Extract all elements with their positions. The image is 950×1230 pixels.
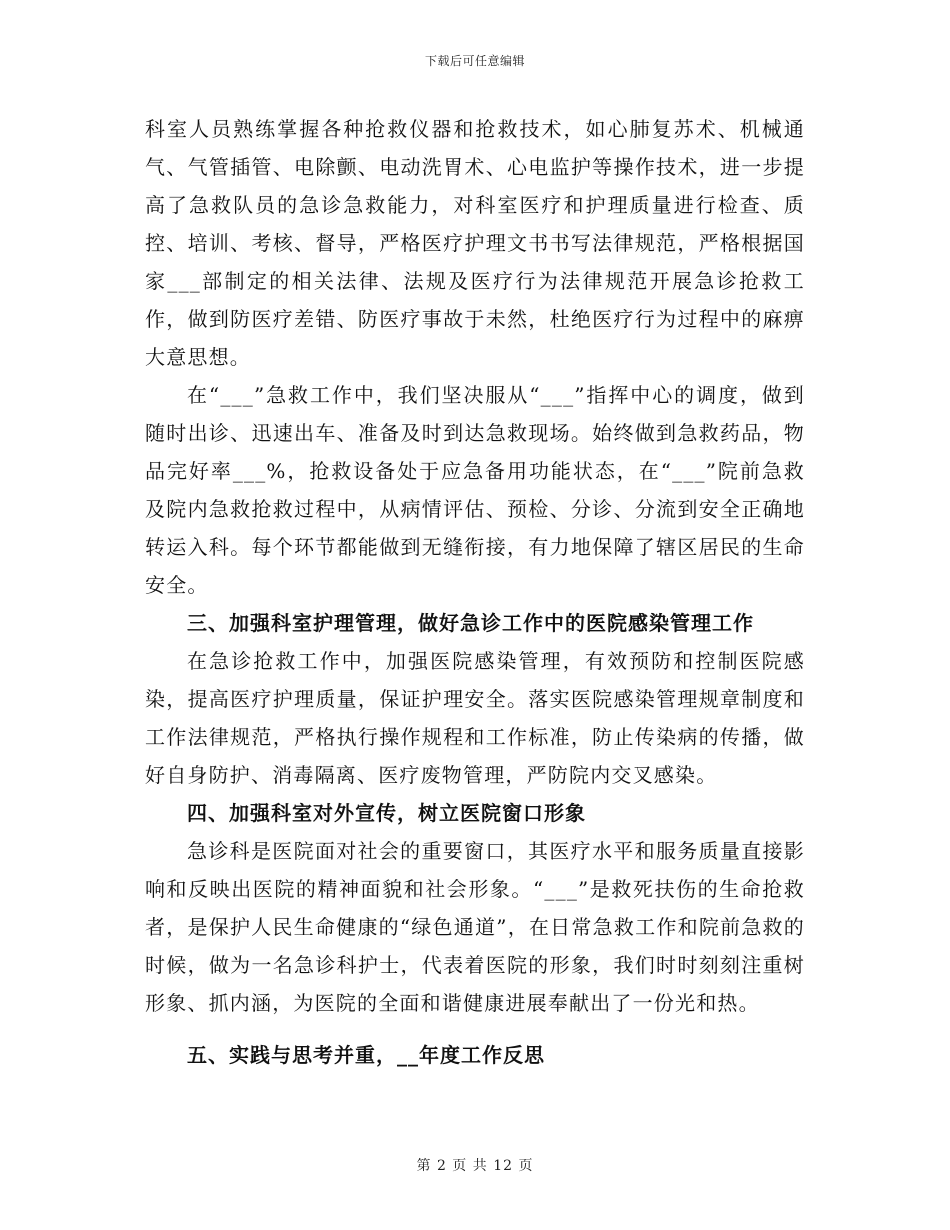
paragraph-1: 科室人员熟练掌握各种抢救仪器和抢救技术，如心肺复苏术、机械通气、气管插管、电除颤、电动洗胃术、心电监护等操作技术，进一步提高了急救队员的急诊急救能力，对科室医疗和护理质量进行检查、质控、培训、考核、督导，严格医疗护理文书书写法律规范，严格根据国家___部制定的相关法律、法规及医疗行为法律规范开展急诊抢救工作，做到防医疗差错、防医疗事故于未然，杜绝医疗行为过程中的麻痹大意思想。 (145, 117, 805, 369)
paragraph-3: 在急诊抢救工作中，加强医院感染管理，有效预防和控制医院感染，提高医疗护理质量，保证护理安全。落实医院感染管理规章制度和工作法律规范，严格执行操作规程和工作标准，防止传染病的传播，做好自身防护、消毒隔离、医疗废物管理，严防院内交叉感染。 (145, 649, 805, 787)
section-heading-3: 三、加强科室护理管理，做好急诊工作中的医院感染管理工作 (187, 611, 754, 635)
page-number: 第 2 页 共 12 页 (416, 1158, 534, 1174)
paragraph-2: 在“___”急救工作中，我们坚决服从“___”指挥中心的调度，做到随时出诊、迅速出车、准备及时到达急救现场。始终做到急救药品，物品完好率___%，抢救设备处于应急备用功能状态，在“___”院前急救及院内急救抢救过程中，从病情评估、预检、分诊、分流到安全正确地转运入科。每个环节都能做到无缝衔接，有力地保障了辖区居民的生命安全。 (145, 383, 805, 597)
section-heading-4: 四、加强科室对外宣传，树立医院窗口形象 (187, 801, 586, 825)
paragraph-4: 急诊科是医院面对社会的重要窗口，其医疗水平和服务质量直接影响和反映出医院的精神面貌和社会形象。“___”是救死扶伤的生命抢救者，是保护人民生命健康的“绿色通道”，在日常急救工作和院前急救的时候，做为一名急诊科护士，代表着医院的形象，我们时时刻刻注重树形象、抓内涵，为医院的全面和谐健康进展奉献出了一份光和热。 (145, 839, 805, 1015)
page-header: 下载后可任意编辑 (424, 54, 525, 68)
document-body (145, 110, 805, 1074)
section-heading-5: 五、实践与思考并重，__年度工作反思 (187, 1043, 545, 1067)
